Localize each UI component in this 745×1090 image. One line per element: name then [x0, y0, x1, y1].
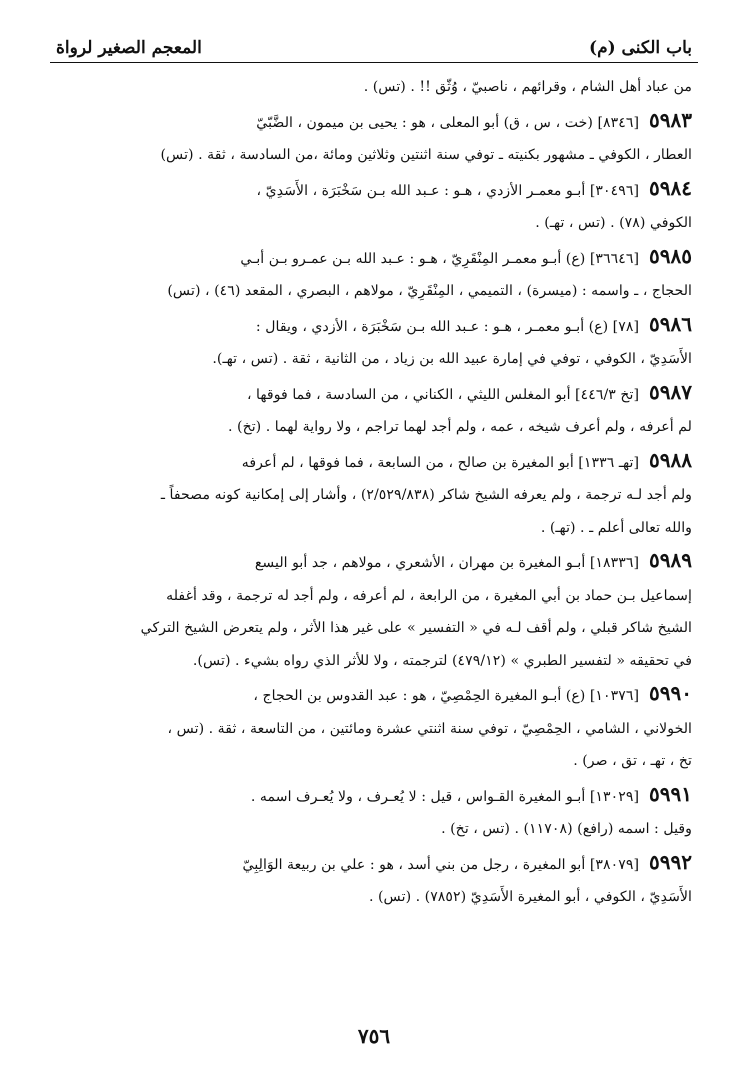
entry-line [56, 240, 692, 276]
entry-line [56, 207, 692, 240]
entry-text: [٧٨] (ع) أبـو معمـر ، هـو : عـبد الله بـن سَخْبَرَة ، الأزدي ، ويقال : [255, 318, 640, 335]
entry-number: ٥٩٨٥ [649, 243, 692, 268]
entry-number: ٥٩٨٣ [649, 107, 692, 132]
entry-text: [٣٠٤٩٦] أبـو معمـر الأزدي ، هـو : عـبد الله بـن سَخْبَرَة ، الأَسَدِيّ ، [256, 182, 640, 199]
entry-text: الخولاني ، الشامي ، الحِمْصِيّ ، توفي سنة اثنتي عشرة ومائتين ، من التاسعة ، ثقة . (تس ، [167, 720, 692, 737]
entry-line [56, 343, 692, 376]
entry-line [56, 512, 692, 545]
entry-text: والله تعالى أعلم ـ . (تهـ) . [540, 519, 692, 536]
entry-line [56, 580, 692, 613]
entry-number: ٥٩٩٠ [649, 681, 692, 705]
entry-line [56, 308, 692, 344]
entry-number: ٥٩٩٢ [649, 849, 692, 874]
entry-line [56, 104, 692, 140]
entry-line [56, 881, 692, 914]
entry-text: الشيخ شاكر قبلي ، ولم أقف لـه في « التفسير » على غير هذا الأثر ، ولم يتعرض الشيخ التركي [140, 620, 692, 636]
entry-number: ٥٩٨٩ [649, 548, 692, 572]
entry-line [56, 139, 692, 172]
entry-text: العطار ، الكوفي ـ مشهور بكنيته ـ توفي سنة اثنتين وثلاثين ومائة ،من السادسة ، ثقة . (تس) [160, 147, 692, 163]
entry-text: ولم أجد لـه ترجمة ، ولم يعرفه الشيخ شاكر (٢/٥٢٩/٨٣٨) ، وأشار إلى إمكانية كونه مصحفاً ـ [160, 487, 692, 503]
entry-line [56, 444, 692, 480]
page-number: ٧٥٦ [357, 1024, 391, 1048]
entry-text: من عباد أهل الشام ، وقرائهم ، ناصبيّ ، وُثّق !! . (تس) . [363, 79, 692, 95]
entry-number: ٥٩٩١ [649, 781, 692, 806]
entry-number: ٥٩٨٧ [649, 379, 692, 404]
entry-line [56, 778, 692, 814]
entry-number: ٥٩٨٨ [649, 447, 692, 472]
entry-text: [٣٨٠٧٩] أبو المغيرة ، رجل من بني أسد ، هو : علي بن ربيعة الوَالِبِيّ [242, 856, 640, 873]
entry-text: في تحقيقه « لتفسير الطبري » (٤٧٩/١٢) لترجمته ، ولا للأثر الذي رواه بشيء . (تس). [192, 652, 692, 669]
entry-text: [١٣٠٢٩] أبـو المغيرة القـواس ، قيل : لا يُعـرف ، ولا يُعـرف اسمه . [250, 788, 640, 805]
entry-text: تخ ، تهـ ، تق ، صر) . [573, 753, 692, 769]
entry-line [56, 645, 692, 678]
entry-number: ٥٩٨٦ [649, 311, 692, 336]
entry-text: الحجاج ، ـ واسمه : (ميسرة) ، التميمي ، المِنْقَرِيّ ، مولاهم ، البصري ، المقعد (٤٦) ، (تس) [167, 283, 692, 299]
entry-line [56, 71, 692, 104]
entry-text: وقيل : اسمه (رافع) (١١٧٠٨) . (تس ، تخ) . [441, 821, 692, 837]
entry-line [56, 172, 692, 208]
header-rule [50, 62, 698, 63]
entry-line [56, 612, 692, 645]
entry-text: [٣٦٦٤٦] (ع) أبـو معمـر المِنْقَرِيّ ، هـو : عـبد الله بـن عمـرو بـن أبـي [240, 250, 640, 267]
entry-text: إسماعيل بـن حماد بن أبي المغيرة ، من الرابعة ، لم أعرفه ، ولم أجد له ترجمة ، وقد أغفله [166, 587, 692, 604]
entry-line [56, 713, 692, 746]
entry-text: الأَسَدِيّ ، الكوفي ، أبو المغيرة الأَسَدِيّ (٧٨٥٢) . (تس) . [368, 889, 692, 905]
entry-text: [١٨٣٣٦] أبـو المغيرة بن مهران ، الأشعري ، مولاهم ، جد أبو اليسع [254, 555, 640, 571]
page [50, 28, 698, 1068]
entry-text: [تخ ٤٤٦/٣] أبو المغلس الليثي ، الكناني ، من السادسة ، فما فوقها ، [246, 386, 640, 403]
entry-line [56, 813, 692, 846]
entry-line [56, 677, 692, 713]
entry-number: ٥٩٨٤ [649, 175, 692, 200]
entry-text: الكوفي (٧٨) . (تس ، تهـ) . [535, 215, 692, 231]
entry-line [56, 745, 692, 778]
entry-line [56, 846, 692, 882]
entry-line [56, 411, 692, 444]
entry-text: [تهـ ١٣٣٦] أبو المغيرة بن صالح ، من السابعة ، فما فوقها ، لم أعرفه [241, 454, 640, 471]
chapter-title: باب الكنى (م) [589, 38, 692, 58]
book-title: المعجم الصغير لرواة [56, 38, 202, 58]
entry-text: الأَسَدِيّ ، الكوفي ، توفي في إمارة عبيد الله بن زياد ، من الثانية ، ثقة . (تس ، تهـ). [212, 351, 692, 367]
page-header [50, 28, 698, 58]
entry-line [56, 479, 692, 512]
entry-line [56, 376, 692, 412]
entry-text: [٨٣٤٦] (خت ، س ، ق) أبو المعلى ، هو : يحيى بن ميمون ، الضَّبّيّ [256, 114, 640, 131]
entry-line [56, 275, 692, 308]
entry-text: لم أعرفه ، ولم أعرف شيخه ، عمه ، ولم أجد لهما تراجم ، ولا رواية لهما . (تخ) . [228, 419, 692, 435]
entry-line [56, 544, 692, 580]
entry-text: [١٠٣٧٦] (ع) أبـو المغيرة الحِمْصِيّ ، هو : عبد القدوس بن الحجاج ، [253, 688, 640, 704]
entries-body [50, 71, 698, 914]
